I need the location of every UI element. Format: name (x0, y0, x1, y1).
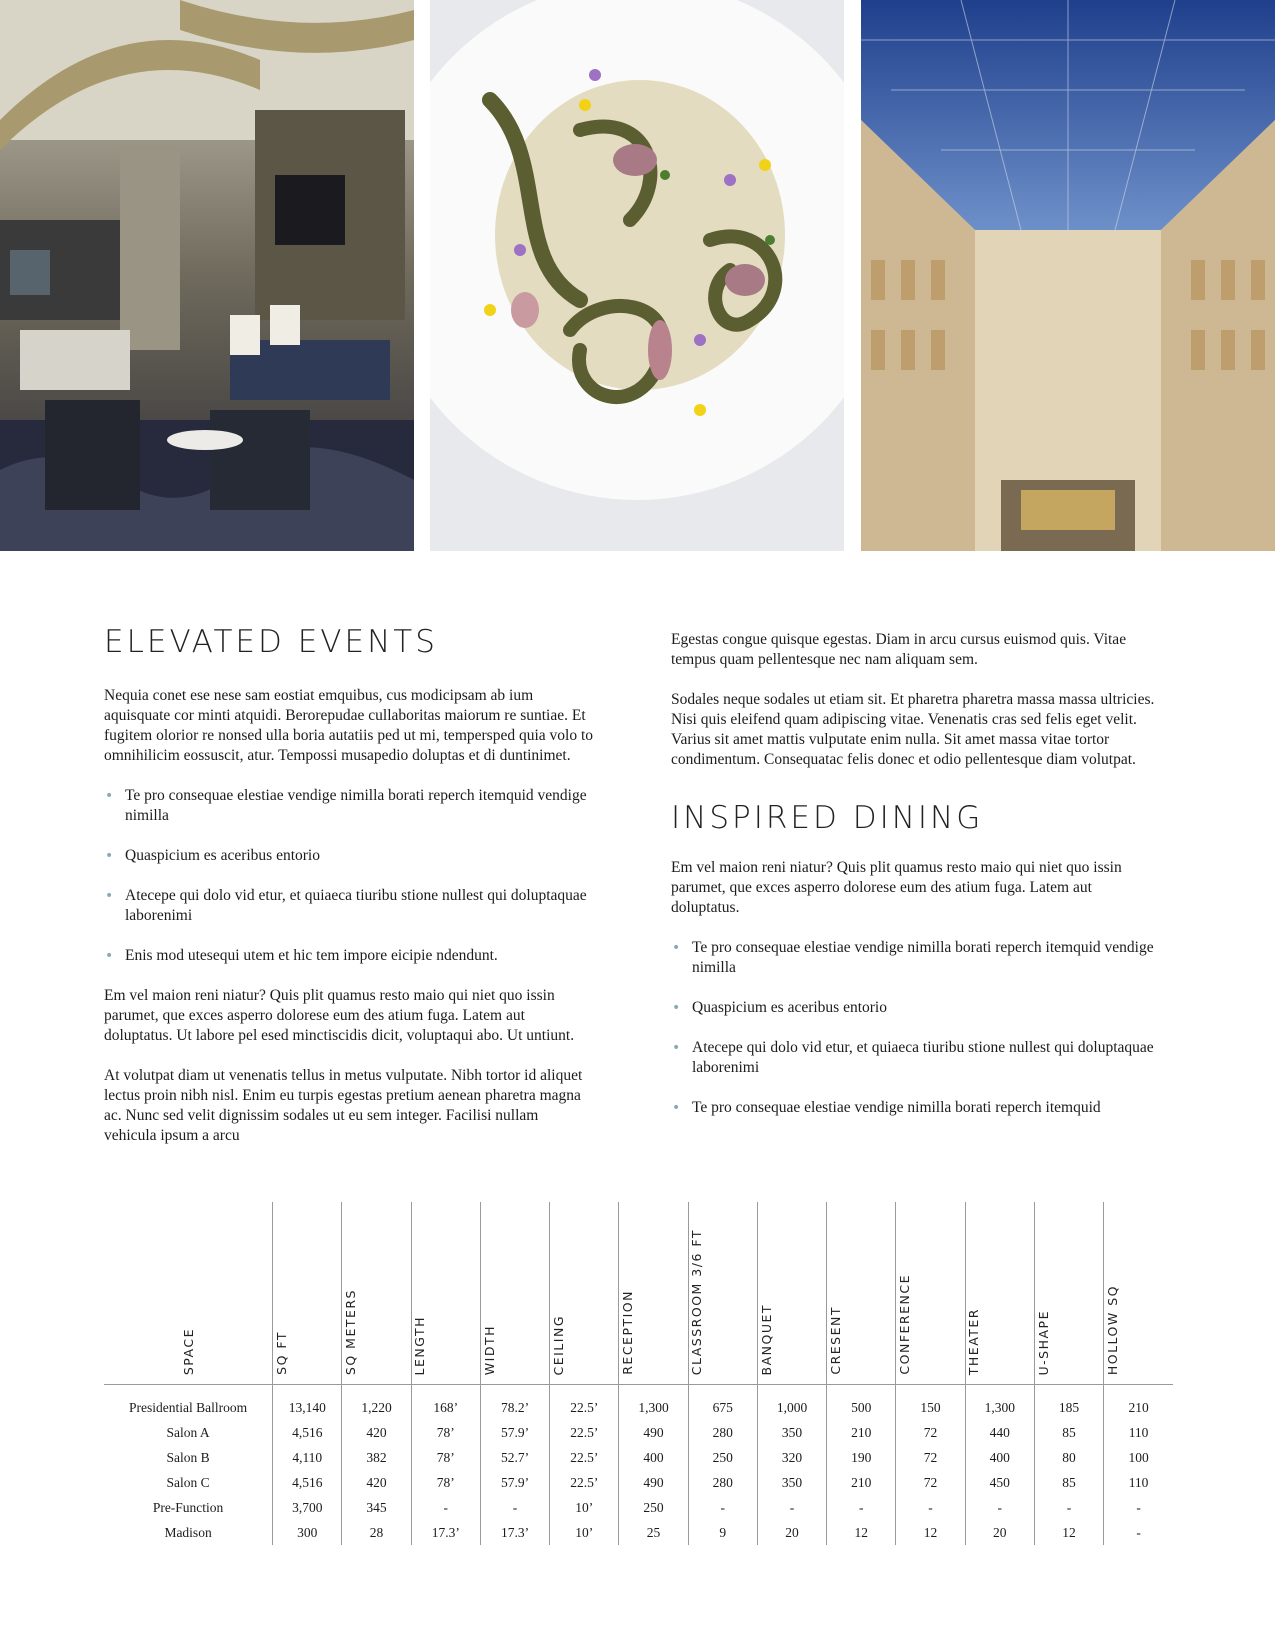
space-name-cell: Salon C (166, 1474, 210, 1490)
table-cell: 382 (342, 1445, 411, 1470)
column-header: WIDTH (480, 1202, 549, 1385)
column-header: U-SHAPE (1034, 1202, 1103, 1385)
table-body (104, 1385, 1173, 1546)
column-header: CLASSROOM 3/6 FT (688, 1202, 757, 1385)
table-cell: 12 (896, 1520, 965, 1545)
table-cell: 12 (1034, 1520, 1103, 1545)
table-cell: 72 (896, 1470, 965, 1495)
table-cell: 280 (688, 1420, 757, 1445)
table-row (104, 1470, 1173, 1495)
bullet-list (104, 786, 594, 966)
table-cell: 4,516 (273, 1420, 342, 1445)
table-cell: 20 (757, 1520, 826, 1545)
table-cell: - (757, 1495, 826, 1520)
table-cell: 150 (896, 1385, 965, 1421)
column-header: CEILING (550, 1202, 619, 1385)
list-item: • Atecepe qui dolo vid etur, et quiaeca tiuribu stione nullest qui doluptaquae laborenimi (105, 887, 587, 924)
table-cell: 10’ (550, 1520, 619, 1545)
table-cell: 400 (965, 1445, 1034, 1470)
body-paragraph: Sodales neque sodales ut etiam sit. Et pharetra pharetra massa massa ultricies. Nisi quis eleifend quam adipiscing vitae. Venenatis cras sed felis eget velit. Varius sit amet mattis vulputate enim nulla. Sit amet massa vitae tortor condimentum. Consequatac felis donec et odio pellentesque diam volutpat. (671, 691, 1155, 768)
bullet-icon: • (105, 848, 114, 864)
table-cell: - (688, 1495, 757, 1520)
table-cell: 13,140 (273, 1385, 342, 1421)
bullet-list (671, 938, 1161, 1118)
table-cell: 78’ (411, 1420, 480, 1445)
column-header: SPACE (104, 1202, 273, 1385)
table-cell: 78.2’ (480, 1385, 549, 1421)
table-cell: 10’ (550, 1495, 619, 1520)
table-cell: 28 (342, 1520, 411, 1545)
table-cell: 210 (1104, 1385, 1173, 1421)
space-name-cell: Madison (164, 1524, 212, 1540)
table-cell: 57.9’ (480, 1420, 549, 1445)
table-cell: 500 (827, 1385, 896, 1421)
table-cell: 210 (827, 1470, 896, 1495)
column-header: RECEPTION (619, 1202, 688, 1385)
table-cell: 1,220 (342, 1385, 411, 1421)
bullet-icon: • (105, 888, 114, 904)
table-cell: 1,000 (757, 1385, 826, 1421)
table-cell: 22.5’ (550, 1385, 619, 1421)
table-cell: 168’ (411, 1385, 480, 1421)
table-cell: - (1104, 1520, 1173, 1545)
table-cell: 280 (688, 1470, 757, 1495)
table-cell: 420 (342, 1470, 411, 1495)
table-cell: 17.3’ (480, 1520, 549, 1545)
table-row (104, 1445, 1173, 1470)
bullet-icon: • (105, 788, 114, 804)
table-cell: 210 (827, 1420, 896, 1445)
body-paragraph: Egestas congue quisque egestas. Diam in arcu cursus euismod quis. Vitae tempus quam pellentesque nec nam aliquam sem. (671, 631, 1127, 668)
column-header: SQ FT (273, 1202, 342, 1385)
bullet-icon: • (672, 1100, 681, 1116)
table-row (104, 1520, 1173, 1545)
table-cell: - (411, 1495, 480, 1520)
list-item: • Te pro consequae elestiae vendige nimilla borati reperch itemquid (672, 1099, 1101, 1116)
table-cell: 85 (1034, 1420, 1103, 1445)
space-name-cell: Salon A (166, 1424, 210, 1440)
column-header: THEATER (965, 1202, 1034, 1385)
table-cell: 450 (965, 1470, 1034, 1495)
table-cell: 9 (688, 1520, 757, 1545)
table-cell: 78’ (411, 1445, 480, 1470)
table-cell: 57.9’ (480, 1470, 549, 1495)
table-cell: - (1104, 1495, 1173, 1520)
table-cell: 320 (757, 1445, 826, 1470)
list-item: • Atecepe qui dolo vid etur, et quiaeca tiuribu stione nullest qui doluptaquae laborenimi (672, 1039, 1154, 1076)
section-heading: INSPIRED DINING (671, 800, 984, 836)
table-cell: 12 (827, 1520, 896, 1545)
table-cell: 345 (342, 1495, 411, 1520)
inspired-dining-section (671, 630, 1161, 1118)
body-paragraph: At volutpat diam ut venenatis tellus in metus vulputate. Nibh tortor id aliquet lectus proin nibh nisl. Enim eu turpis egestas pretium aenean pharetra magna ac. Nunc sed velit dignissim sodales ut eu sem integer. Facilisi nullam vehicula ipsum a arcu (104, 1067, 583, 1144)
table-row (104, 1385, 1173, 1421)
table-cell: 22.5’ (550, 1420, 619, 1445)
column-header: HOLLOW SQ (1104, 1202, 1173, 1385)
column-header: CONFERENCE (896, 1202, 965, 1385)
list-item: • Quaspicium es aceribus entorio (105, 847, 320, 864)
photo-hotel-lobby (0, 0, 414, 551)
table-cell: - (827, 1495, 896, 1520)
table-cell: 350 (757, 1470, 826, 1495)
table-cell: 72 (896, 1445, 965, 1470)
capacity-table (104, 1202, 1173, 1545)
table-cell: 3,700 (273, 1495, 342, 1520)
intro-paragraph: Em vel maion reni niatur? Quis plit quamus resto maio qui niet quo issin parumet, que exces asperro dolorese eum des atium fuga. Latem aut doluptatus. (671, 859, 1122, 916)
table-cell: 22.5’ (550, 1445, 619, 1470)
space-name-cell: Pre-Function (152, 1499, 224, 1515)
bullet-icon: • (672, 940, 681, 956)
table-cell: - (1034, 1495, 1103, 1520)
photo-plated-dish (430, 0, 844, 551)
table-cell: 250 (688, 1445, 757, 1470)
table-cell: 72 (896, 1420, 965, 1445)
table-cell: 185 (1034, 1385, 1103, 1421)
table-cell: 110 (1104, 1470, 1173, 1495)
intro-paragraph: Nequia conet ese nese sam eostiat emquibus, cus modicipsam ab ium aquisquate cor minti atquidi. Berorepudae cullaboritas maiorum re suntiae. Et fugitem olorior re nonsed ulla boria autatiis ped ut mi, tempersped quia volo to omnihilicim eossuscit, atur. Tempossi musapedio doluptas et di duntinimet. (104, 687, 593, 764)
table-cell: 22.5’ (550, 1470, 619, 1495)
bullet-icon: • (672, 1000, 681, 1016)
photo-glass-atrium (861, 0, 1275, 551)
table-cell: 400 (619, 1445, 688, 1470)
bullet-icon: • (105, 948, 114, 964)
table-row (104, 1495, 1173, 1520)
list-item: • Quaspicium es aceribus entorio (672, 999, 887, 1016)
table-cell: 1,300 (619, 1385, 688, 1421)
table-cell: 190 (827, 1445, 896, 1470)
table-cell: - (896, 1495, 965, 1520)
table-row (104, 1420, 1173, 1445)
table-cell: 675 (688, 1385, 757, 1421)
space-name-cell: Presidential Ballroom (129, 1399, 248, 1415)
table-cell: 100 (1104, 1445, 1173, 1470)
table-cell: 25 (619, 1520, 688, 1545)
table-cell: 4,110 (273, 1445, 342, 1470)
list-item: • Te pro consequae elestiae vendige nimilla borati reperch itemquid vendige nimilla (672, 939, 1154, 976)
section-heading: ELEVATED EVENTS (104, 624, 438, 660)
table-cell: 420 (342, 1420, 411, 1445)
table-cell: 17.3’ (411, 1520, 480, 1545)
list-item: • Te pro consequae elestiae vendige nimilla borati reperch itemquid vendige nimilla (105, 787, 587, 824)
table-cell: 350 (757, 1420, 826, 1445)
table-cell: 20 (965, 1520, 1034, 1545)
table-cell: 250 (619, 1495, 688, 1520)
column-header: CRESENT (827, 1202, 896, 1385)
table-cell: 110 (1104, 1420, 1173, 1445)
column-header: LENGTH (411, 1202, 480, 1385)
table-cell: 1,300 (965, 1385, 1034, 1421)
table-cell: 440 (965, 1420, 1034, 1445)
table-cell: 80 (1034, 1445, 1103, 1470)
table-cell: 4,516 (273, 1470, 342, 1495)
space-name-cell: Salon B (166, 1449, 210, 1465)
table-cell: 85 (1034, 1470, 1103, 1495)
table-cell: 300 (273, 1520, 342, 1545)
bullet-icon: • (672, 1040, 681, 1056)
table-header-row (104, 1202, 1173, 1385)
table-cell: 490 (619, 1470, 688, 1495)
column-header: SQ METERS (342, 1202, 411, 1385)
list-item: • Enis mod utesequi utem et hic tem impore eicipie ndendunt. (105, 947, 498, 964)
column-header: BANQUET (757, 1202, 826, 1385)
body-paragraph: Em vel maion reni niatur? Quis plit quamus resto maio qui niet quo issin parumet, que exces asperro dolorese eum des atium fuga. Latem aut doluptatus. Ut labore pel esed minctiscidis dicit, voluptaqui abo. Ut untiunt. (104, 987, 575, 1044)
table-cell: 490 (619, 1420, 688, 1445)
table-cell: 78’ (411, 1470, 480, 1495)
elevated-events-section (104, 624, 594, 1146)
table-cell: - (965, 1495, 1034, 1520)
table-cell: 52.7’ (480, 1445, 549, 1470)
table-cell: - (480, 1495, 549, 1520)
